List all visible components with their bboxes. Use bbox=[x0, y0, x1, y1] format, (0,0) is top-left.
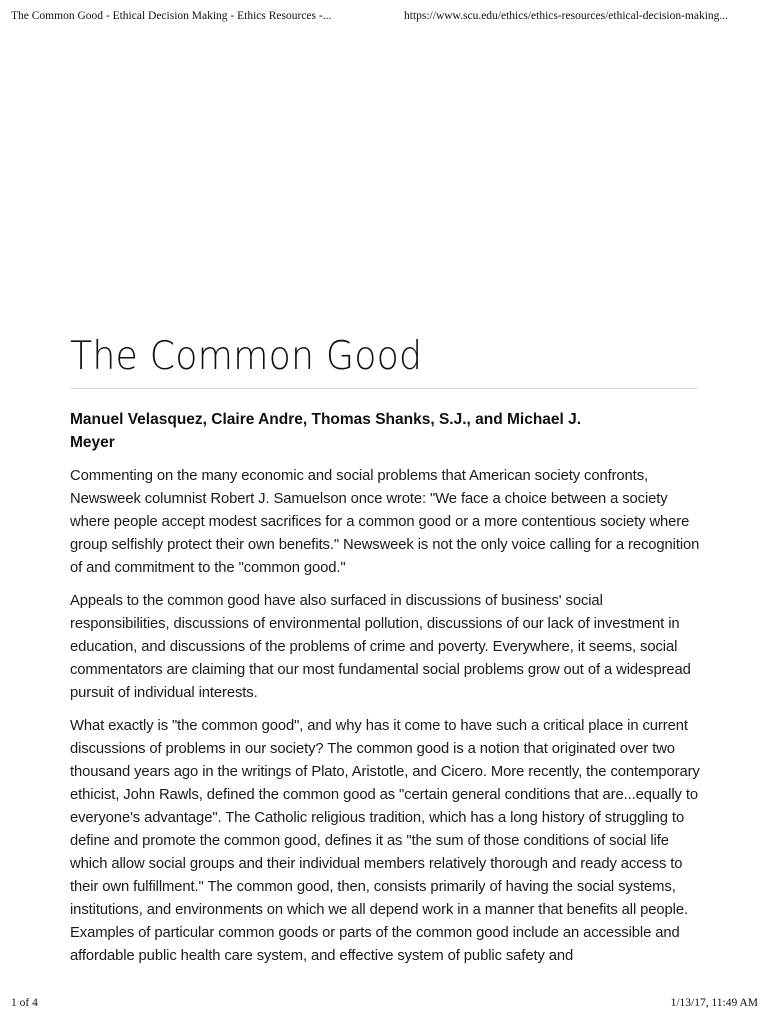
body-paragraph: Appeals to the common good have also surfaced in discussions of business' social responsibilities, discussions of environmental pollution, discussions of our lack of investment in education, and discussions of the problems of crime and poverty. Everywhere, it seems, social commentators are claiming that our most fundamental social problems grow out of a widespread pursuit of individual interests. bbox=[70, 593, 691, 701]
body-paragraph: What exactly is "the common good", and why has it come to have such a critical place in current discussions of problems in our society? The common good is a notion that originated over two thousand years ago in the writings of Plato, Aristotle, and Cicero. More recently, the contemporary ethicist, John Rawls, defined the common good as "certain general conditions that are...equally to everyone's advantage". The Catholic religious tradition, which has a long history of struggling to define and promote the common good, defines it as "the sum of those conditions of social life which allow social groups and their individual members relatively thorough and ready access to their own fulfillment." The common good, then, consists primarily of having the social systems, institutions, and environments on which we all depend work in a manner that benefits all people. Examples of particular common goods or parts of the common good include an accessible and affordable public health care system, and effective system of public safety and bbox=[70, 718, 700, 964]
print-page-title: The Common Good - Ethical Decision Making - Ethics Resources -... bbox=[11, 10, 332, 22]
print-timestamp: 1/13/17, 11:49 AM bbox=[670, 997, 758, 1009]
page-number: 1 of 4 bbox=[11, 997, 38, 1009]
article-title: The Common Good bbox=[70, 334, 423, 379]
article-body bbox=[70, 465, 700, 968]
print-footer bbox=[11, 997, 758, 1013]
print-header bbox=[11, 10, 758, 26]
article bbox=[70, 330, 700, 978]
title-divider bbox=[70, 388, 698, 389]
print-page-url: https://www.scu.edu/ethics/ethics-resources/ethical-decision-making... bbox=[404, 10, 729, 22]
article-authors: Manuel Velasquez, Claire Andre, Thomas Shanks, S.J., and Michael J. Meyer bbox=[70, 411, 582, 451]
body-paragraph: Commenting on the many economic and social problems that American society confronts, Newsweek columnist Robert J. Samuelson once wrote: "We face a choice between a society where people accept modest sacrifices for a common good or a more contentious society where group selfishly protect their own benefits." Newsweek is not the only voice calling for a recognition of and commitment to the "common good." bbox=[70, 468, 700, 576]
